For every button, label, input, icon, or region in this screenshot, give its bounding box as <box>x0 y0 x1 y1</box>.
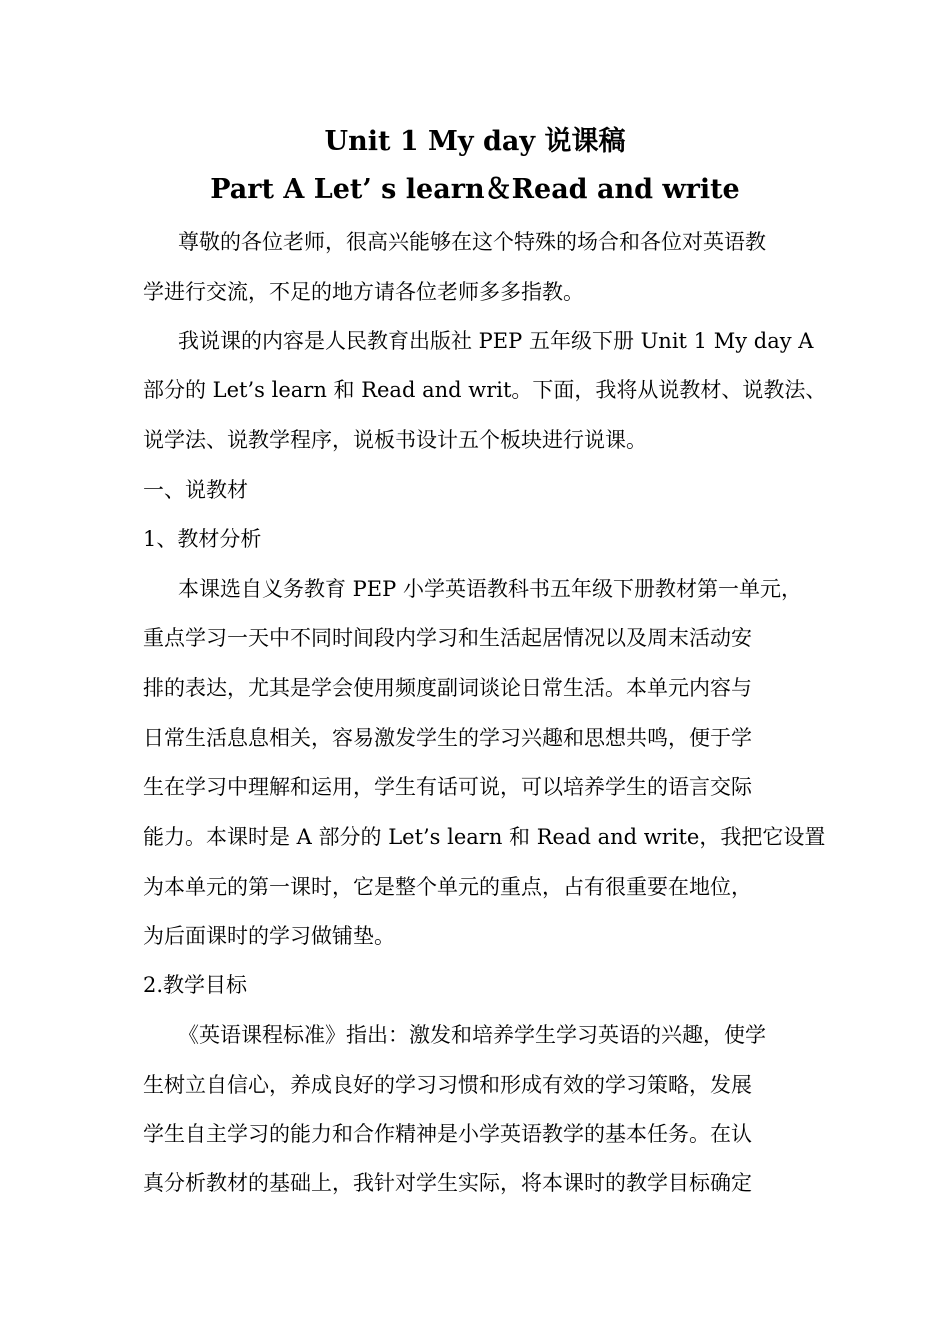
paragraph-line: 尊敬的各位老师，很高兴能够在这个特殊的场合和各位对英语教 <box>178 230 766 254</box>
paragraph-line: 为本单元的第一课时，它是整个单元的重点，占有很重要在地位， <box>143 875 752 899</box>
subsection-heading: 1、教材分析 <box>143 527 262 551</box>
paragraph-line: 日常生活息息相关，容易激发学生的学习兴趣和思想共鸣，便于学 <box>143 726 752 750</box>
section-heading: 一、说教材 <box>143 478 248 502</box>
paragraph-line: 真分析教材的基础上，我针对学生实际，将本课时的教学目标确定 <box>143 1171 752 1195</box>
paragraph-line: 为后面课时的学习做铺垫。 <box>143 924 395 948</box>
paragraph-line: 排的表达，尤其是学会使用频度副词谈论日常生活。本单元内容与 <box>143 676 752 700</box>
paragraph-line: 学生自主学习的能力和合作精神是小学英语教学的基本任务。在认 <box>143 1122 752 1146</box>
paragraph-line: 学进行交流，不足的地方请各位老师多多指教。 <box>143 280 584 304</box>
paragraph-line: 本课选自义务教育 PEP 小学英语教科书五年级下册教材第一单元， <box>178 577 802 601</box>
paragraph-line: 重点学习一天中不同时间段内学习和生活起居情况以及周末活动安 <box>143 626 752 650</box>
paragraph-line: 部分的 Let’s learn 和 Read and writ。下面，我将从说教材、说教法、 <box>143 378 827 402</box>
paragraph-line: 能力。本课时是 A 部分的 Let’s learn 和 Read and write，我把它设置 <box>143 825 826 849</box>
paragraph-line: 说学法、说教学程序，说板书设计五个板块进行说课。 <box>143 428 647 452</box>
paragraph-line: 《英语课程标准》指出：激发和培养学生学习英语的兴趣，使学 <box>178 1023 766 1047</box>
document-subtitle: Part A Let’ s learn＆Read and write <box>210 174 740 205</box>
paragraph-line: 我说课的内容是人民教育出版社 PEP 五年级下册 Unit 1 My day A <box>178 329 814 353</box>
document-title: Unit 1 My day 说课稿 <box>324 126 626 157</box>
subsection-heading: 2.教学目标 <box>143 973 248 997</box>
paragraph-line: 生在学习中理解和运用，学生有话可说，可以培养学生的语言交际 <box>143 775 752 799</box>
paragraph-line: 生树立自信心，养成良好的学习习惯和形成有效的学习策略，发展 <box>143 1073 752 1097</box>
